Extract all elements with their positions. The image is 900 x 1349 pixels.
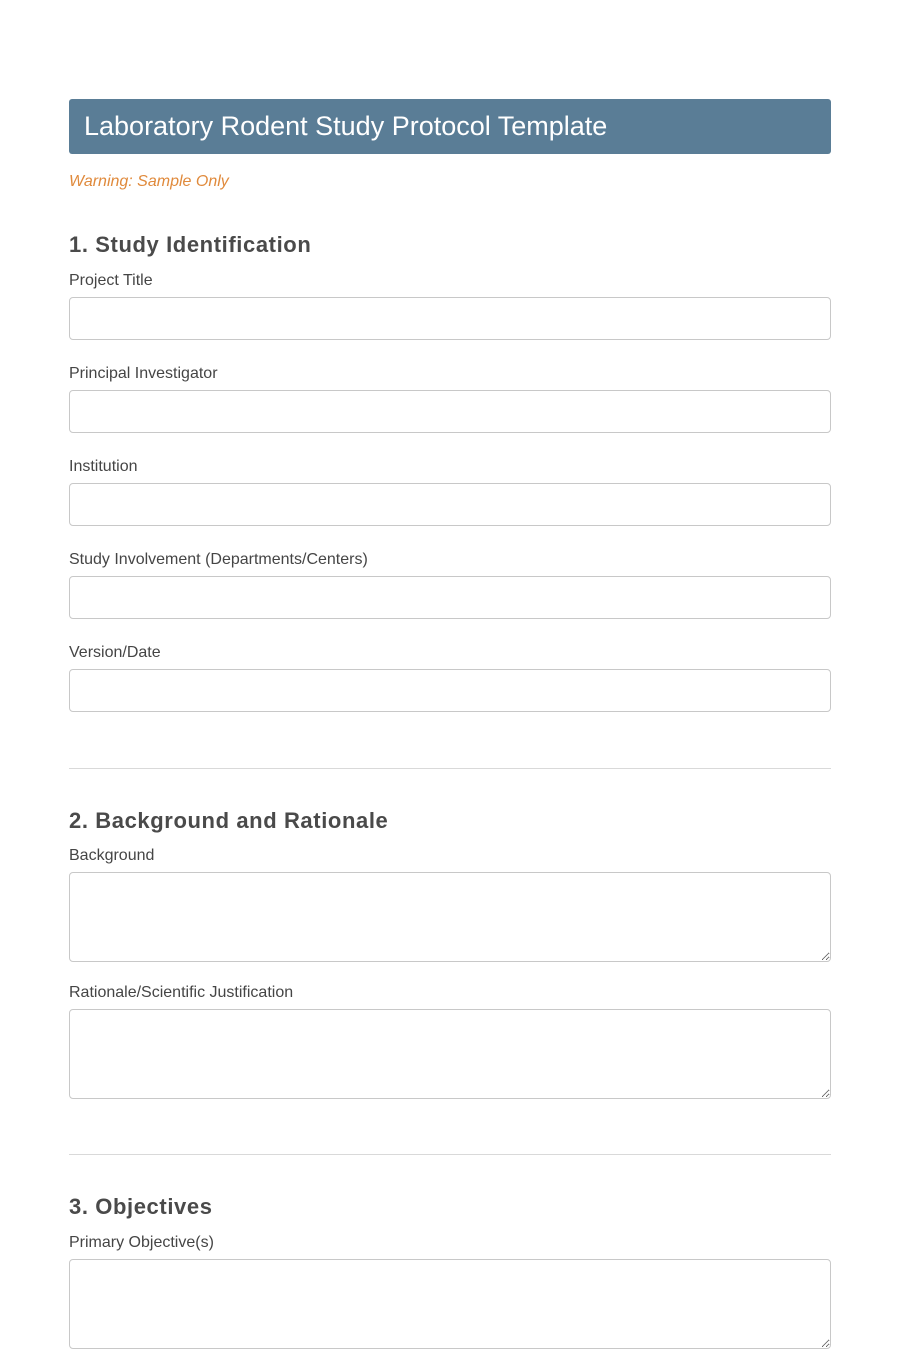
section-divider: [69, 768, 831, 769]
background-textarea[interactable]: [69, 872, 831, 962]
primary-objectives-textarea[interactable]: [69, 1259, 831, 1349]
section-title-background-rationale: 2. Background and Rationale: [69, 808, 389, 833]
project-title-input[interactable]: [69, 297, 831, 340]
protocol-form: [69, 99, 831, 1349]
section-title-study-identification: 1. Study Identification: [69, 232, 312, 257]
section-title-objectives: 3. Objectives: [69, 1194, 213, 1219]
principal-investigator-label: Principal Investigator: [69, 365, 218, 382]
background-label: Background: [69, 847, 155, 864]
primary-objectives-label: Primary Objective(s): [69, 1234, 214, 1251]
page-title: Laboratory Rodent Study Protocol Template: [69, 99, 831, 154]
principal-investigator-input[interactable]: [69, 390, 831, 433]
version-date-input[interactable]: [69, 669, 831, 712]
institution-input[interactable]: [69, 483, 831, 526]
rationale-label: Rationale/Scientific Justification: [69, 984, 294, 1001]
project-title-label: Project Title: [69, 272, 153, 289]
institution-label: Institution: [69, 458, 138, 475]
study-involvement-input[interactable]: [69, 576, 831, 619]
rationale-textarea[interactable]: [69, 1009, 831, 1099]
study-involvement-label: Study Involvement (Departments/Centers): [69, 551, 368, 568]
warning-note: Warning: Sample Only: [69, 173, 229, 190]
section-divider: [69, 1154, 831, 1155]
version-date-label: Version/Date: [69, 644, 161, 661]
